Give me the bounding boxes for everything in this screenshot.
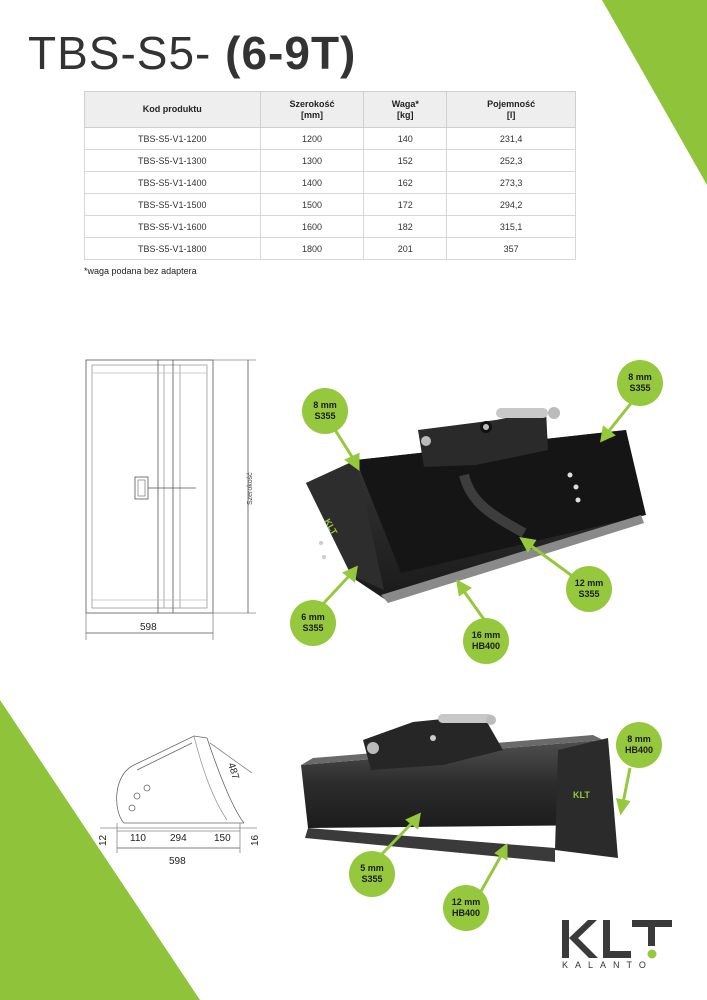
weight-footnote: *waga podana bez adaptera bbox=[84, 266, 197, 276]
cell-weight: 140 bbox=[364, 128, 447, 150]
cell-code: TBS-S5-V1-1800 bbox=[85, 238, 261, 260]
cell-width: 1400 bbox=[260, 172, 364, 194]
cell-capacity: 231,4 bbox=[447, 128, 576, 150]
cell-code: TBS-S5-V1-1200 bbox=[85, 128, 261, 150]
dim-598: 598 bbox=[169, 856, 186, 867]
title-weight-class: (6-9T) bbox=[225, 27, 357, 79]
cell-capacity: 357 bbox=[447, 238, 576, 260]
vertical-width-label: Szerokość bbox=[247, 472, 254, 505]
cell-capacity: 294,2 bbox=[447, 194, 576, 216]
cell-code: TBS-S5-V1-1300 bbox=[85, 150, 261, 172]
cell-capacity: 252,3 bbox=[447, 150, 576, 172]
dim-487: 487 bbox=[225, 761, 241, 781]
dim-294: 294 bbox=[170, 833, 187, 844]
callout-8mm-hb400: 8 mm HB400 bbox=[616, 722, 662, 768]
cell-code: TBS-S5-V1-1500 bbox=[85, 194, 261, 216]
cell-width: 1800 bbox=[260, 238, 364, 260]
callout-8mm-s355-left: 8 mm S355 bbox=[302, 388, 348, 434]
cell-code: TBS-S5-V1-1400 bbox=[85, 172, 261, 194]
bucket-logo-top: KLT bbox=[322, 517, 340, 537]
callout-12mm-hb400: 12 mm HB400 bbox=[443, 885, 489, 931]
cell-weight: 172 bbox=[364, 194, 447, 216]
callout-5mm-s355: 5 mm S355 bbox=[349, 851, 395, 897]
header-width: Szerokość [mm] bbox=[260, 92, 364, 128]
bucket-logo-bottom: KLT bbox=[573, 790, 590, 800]
dim-110: 110 bbox=[130, 833, 146, 844]
callout-12mm-s355: 12 mm S355 bbox=[566, 566, 612, 612]
dim-16: 16 bbox=[250, 834, 261, 846]
logo-green-dot bbox=[648, 950, 657, 959]
cell-weight: 201 bbox=[364, 238, 447, 260]
callout-16mm-hb400: 16 mm HB400 bbox=[463, 618, 509, 664]
header-weight: Waga* [kg] bbox=[364, 92, 447, 128]
cell-code: TBS-S5-V1-1600 bbox=[85, 216, 261, 238]
callout-6mm-s355: 6 mm S355 bbox=[290, 600, 336, 646]
cell-width: 1200 bbox=[260, 128, 364, 150]
cell-weight: 182 bbox=[364, 216, 447, 238]
brand-name: KALANTO bbox=[562, 960, 653, 970]
dim-150: 150 bbox=[214, 833, 231, 844]
cell-width: 1500 bbox=[260, 194, 364, 216]
cell-capacity: 273,3 bbox=[447, 172, 576, 194]
cell-width: 1300 bbox=[260, 150, 364, 172]
cell-width: 1600 bbox=[260, 216, 364, 238]
callout-8mm-s355-right: 8 mm S355 bbox=[617, 360, 663, 406]
cell-weight: 162 bbox=[364, 172, 447, 194]
cell-capacity: 315,1 bbox=[447, 216, 576, 238]
dim-12: 12 bbox=[98, 834, 109, 846]
header-capacity: Pojemność [l] bbox=[447, 92, 576, 128]
title-model: TBS-S5- bbox=[28, 27, 212, 79]
header-product-code: Kod produktu bbox=[85, 92, 261, 128]
cell-weight: 152 bbox=[364, 150, 447, 172]
top-width-dim: 598 bbox=[140, 622, 157, 633]
